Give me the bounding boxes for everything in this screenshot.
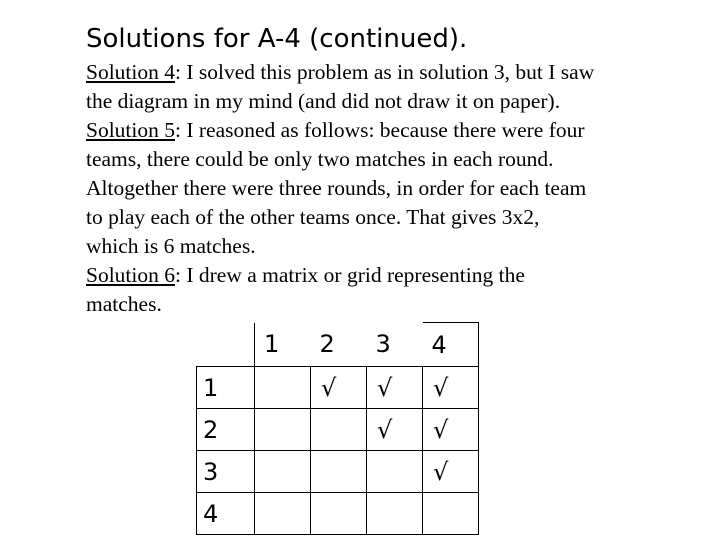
solution-5-line-2: teams, there could be only two matches in each round.: [86, 147, 554, 171]
matrix-row: [197, 493, 479, 535]
matrix-cell-check: √: [423, 451, 479, 493]
matrix-row-header: 2: [197, 409, 255, 451]
solution-5-line-5: which is 6 matches.: [86, 234, 256, 258]
solution-6-label: Solution 6: [86, 263, 176, 287]
matrix-col-header: 1: [264, 330, 280, 359]
matrix-cell: [311, 451, 367, 493]
matrix-row-header: 1: [197, 367, 255, 409]
matrix-col-header: 2: [319, 330, 335, 359]
matrix-cell: [311, 493, 367, 535]
solution-5-line-3: Altogether there were three rounds, in order for each team: [86, 176, 587, 200]
matrix-cell: [255, 367, 311, 409]
matrix-cell: [367, 451, 423, 493]
matrix-header-row: [197, 323, 479, 367]
solution-6-line-2: matches.: [86, 292, 162, 316]
solution-5-text: : I reasoned as follows: because there were four: [175, 118, 585, 142]
matrix-cell: [311, 409, 367, 451]
solution-4-line-2: the diagram in my mind (and did not draw it on paper).: [86, 89, 561, 113]
matrix-row-header: 4: [197, 493, 255, 535]
matrix-col-header: 3: [375, 330, 391, 359]
matrix-cell-check: √: [423, 409, 479, 451]
solution-5-line-4: to play each of the other teams once. That gives 3x2,: [86, 205, 540, 229]
matrix-row-header: 3: [197, 451, 255, 493]
matrix-cell: [255, 493, 311, 535]
matrix-corner-cell: [197, 323, 255, 367]
matrix-cell-check: √: [311, 367, 367, 409]
matrix-cell: [255, 409, 311, 451]
matrix-cell: [423, 493, 479, 535]
solution-4-text: : I solved this problem as in solution 3, but I saw: [175, 60, 595, 84]
match-matrix: [196, 322, 479, 535]
matrix-cell-check: √: [367, 409, 423, 451]
matrix-cell: [367, 493, 423, 535]
matrix-cell-check: √: [367, 367, 423, 409]
solution-5-label: Solution 5: [86, 118, 176, 142]
matrix-row: [197, 367, 479, 409]
matrix-row: [197, 451, 479, 493]
solution-4-line-1: [86, 58, 686, 87]
matrix-row: [197, 409, 479, 451]
solution-5-line-1: [86, 116, 686, 145]
solution-4-label: Solution 4: [86, 60, 176, 84]
matrix-cell-check: √: [423, 367, 479, 409]
matrix-cell: [255, 451, 311, 493]
matrix-col-header: 4: [423, 323, 479, 367]
page-title: Solutions for A-4 (continued).: [86, 24, 468, 54]
body-text: [86, 58, 686, 319]
solution-6-text: : I drew a matrix or grid representing the: [175, 263, 525, 287]
solution-6-line-1: [86, 261, 686, 290]
